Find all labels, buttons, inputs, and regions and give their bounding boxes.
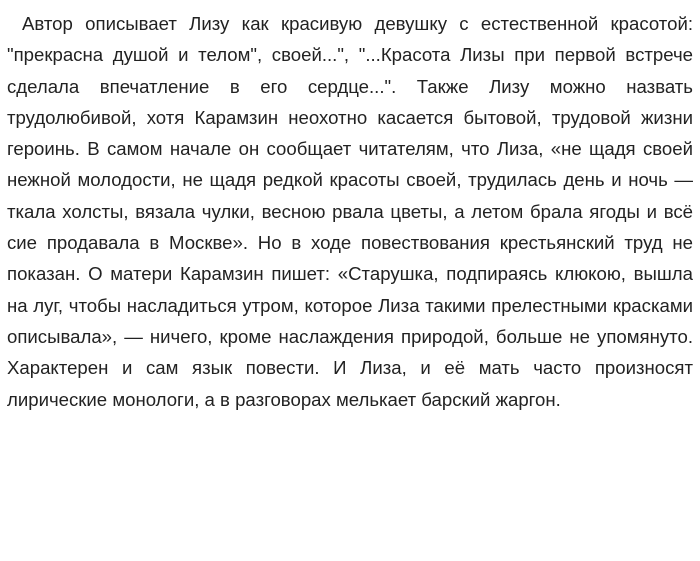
document-page (7, 8, 693, 415)
body-paragraph: Автор описывает Лизу как красивую девушку с естественной красотой: "прекрасна душой и телом", своей...", "...Красота Лизы при первой встрече сделала впечатление в его сердце...". Также Лизу можно назвать трудолюбивой, хотя Карамзин неохотно касается бытовой, трудовой жизни героинь. В самом начале он сообщает читателям, что Лиза, «не щадя своей нежной молодости, не щадя редкой красоты своей, трудилась день и ночь — ткала холсты, вязала чулки, весною рвала цветы, а летом брала ягоды и всё сие продавала в Москве». Но в ходе повествования крестьянский труд не показан. О матери Карамзин пишет: «Старушка, подпираясь клюкою, вышла на луг, чтобы насладиться утром, которое Лиза такими прелестными красками описывала», — ничего, кроме наслаждения природой, больше не упомянуто. Характерен и сам язык повести. И Лиза, и её мать часто произносят лирические монологи, а в разговорах мелькает барский жаргон. (7, 13, 693, 410)
